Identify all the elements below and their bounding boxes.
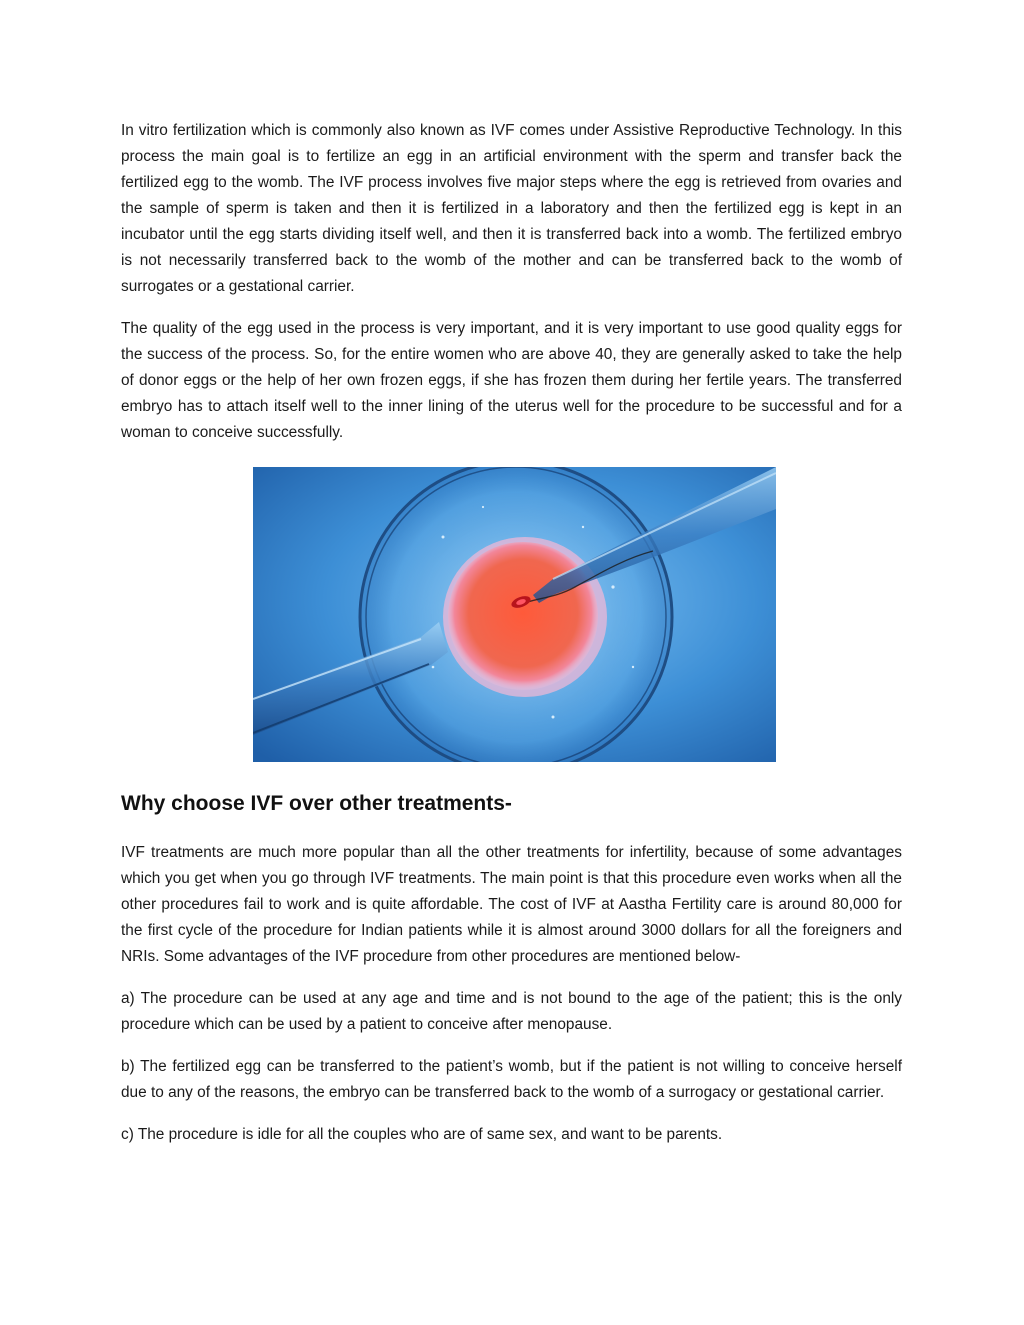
- intro-paragraph-2: The quality of the egg used in the process is very important, and it is very important to use good quality eggs for the success of the process. So, for the entire women who are above 40, they are generally asked to take the help of donor eggs or the help of her own frozen eggs, if she has frozen them during her fertile years. The transferred embryo has to attach itself well to the inner lining of the uterus well for the procedure to be successful and for a woman to conceive successfully.: [121, 320, 902, 441]
- document-page: [121, 118, 902, 1148]
- section-paragraph-c: c) The procedure is idle for all the couples who are of same sex, and want to be parents.: [121, 1126, 723, 1143]
- section-heading: Why choose IVF over other treatments-: [121, 792, 512, 815]
- figure-container: [121, 467, 902, 762]
- section-paragraph-a: a) The procedure can be used at any age and time and is not bound to the age of the patient; this is the only procedure which can be used by a patient to conceive after menopause.: [121, 990, 902, 1033]
- intro-paragraph-1: In vitro fertilization which is commonly also known as IVF comes under Assistive Reproductive Technology. In this process the main goal is to fertilize an egg in an artificial environment with the sperm and transfer back the fertilized egg to the womb. The IVF process involves five major steps where the egg is retrieved from ovaries and the sample of sperm is taken and then it is fertilized in a laboratory and then the fertilized egg is kept in an incubator until the egg starts dividing itself well, and then it is transferred back into a womb. The fertilized embryo is not necessarily transferred back to the womb of the mother and can be transferred back to the womb of surrogates or a gestational carrier.: [121, 122, 902, 295]
- ivf-egg-microinjection-image: [253, 467, 776, 762]
- section-paragraph-1: IVF treatments are much more popular than all the other treatments for infertility, because of some advantages which you get when you go through IVF treatments. The main point is that this procedure even works when all the other procedures fail to work and is quite affordable. The cost of IVF at Aastha Fertility care is around 80,000 for the first cycle of the procedure for Indian patients while it is almost around 3000 dollars for all the foreigners and NRIs. Some advantages of the IVF procedure from other procedures are mentioned below-: [121, 844, 902, 965]
- section-paragraph-b: b) The fertilized egg can be transferred to the patient’s womb, but if the patient is not willing to conceive herself due to any of the reasons, the embryo can be transferred back to the womb of a surrogacy or gestational carrier.: [121, 1058, 902, 1101]
